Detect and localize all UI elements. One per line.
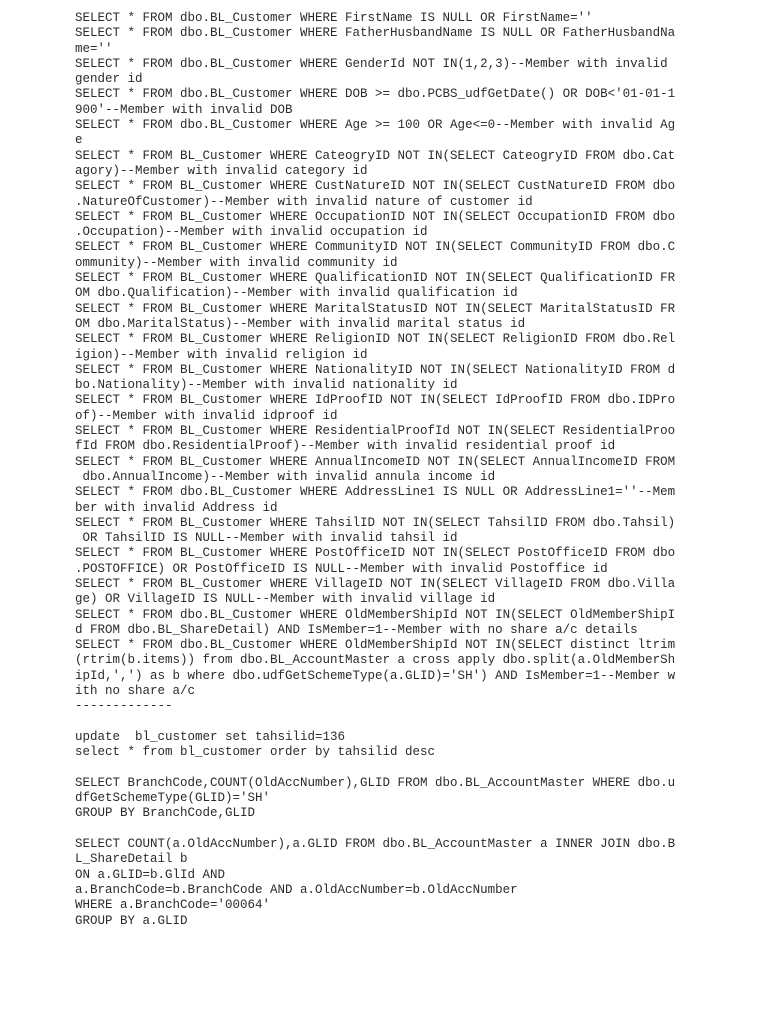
code-line: select * from bl_customer order by tahsilid desc	[75, 745, 436, 760]
code-line: ber with invalid Address id	[75, 500, 278, 515]
code-line: fId FROM dbo.ResidentialProof)--Member with invalid residential proof id	[75, 439, 616, 454]
code-line: SELECT * FROM BL_Customer WHERE ResidentialProofId NOT IN(SELECT ResidentialProo	[75, 424, 676, 439]
code-line: SELECT * FROM BL_Customer WHERE CommunityID NOT IN(SELECT CommunityID FROM dbo.C	[75, 240, 676, 255]
code-line: GROUP BY a.GLID	[75, 913, 188, 928]
code-line: SELECT * FROM dbo.BL_Customer WHERE FirstName IS NULL OR FirstName=''	[75, 11, 593, 25]
code-line: ON a.GLID=b.GlId AND	[75, 867, 226, 882]
code-line: 900'--Member with invalid DOB	[75, 102, 293, 117]
sql-document	[75, 11, 755, 929]
code-line: SELECT * FROM dbo.BL_Customer WHERE DOB >= dbo.PCBS_udfGetDate() OR DOB<'01-01-1	[75, 87, 676, 102]
code-line: SELECT * FROM dbo.BL_Customer WHERE Age >= 100 OR Age<=0--Member with invalid Ag	[75, 118, 676, 133]
code-line: SELECT * FROM dbo.BL_Customer WHERE OldMemberShipId NOT IN(SELECT OldMemberShipI	[75, 607, 676, 622]
code-line: SELECT * FROM BL_Customer WHERE CustNatureID NOT IN(SELECT CustNatureID FROM dbo	[75, 179, 676, 194]
code-line: dbo.AnnualIncome)--Member with invalid annula income id	[75, 469, 496, 484]
code-line: gender id	[75, 72, 143, 87]
code-line	[75, 761, 755, 776]
code-line	[75, 822, 755, 837]
code-line: SELECT BranchCode,COUNT(OldAccNumber),GLID FROM dbo.BL_AccountMaster WHERE dbo.u	[75, 775, 676, 790]
code-line: SELECT * FROM BL_Customer WHERE VillageID NOT IN(SELECT VillageID FROM dbo.Villa	[75, 576, 676, 591]
code-line: OR TahsilID IS NULL--Member with invalid tahsil id	[75, 531, 458, 546]
code-line: -------------	[75, 699, 173, 714]
code-line: SELECT * FROM BL_Customer WHERE IdProofID NOT IN(SELECT IdProofID FROM dbo.IDPro	[75, 393, 676, 408]
code-line: SELECT * FROM dbo.BL_Customer WHERE OldMemberShipId NOT IN(SELECT distinct ltrim	[75, 638, 676, 653]
code-line: SELECT * FROM BL_Customer WHERE AnnualIncomeID NOT IN(SELECT AnnualIncomeID FROM	[75, 454, 676, 469]
code-line: me=''	[75, 41, 113, 56]
code-line: update bl_customer set tahsilid=136	[75, 729, 346, 744]
code-line: OM dbo.MaritalStatus)--Member with invalid marital status id	[75, 316, 526, 331]
code-line: SELECT * FROM BL_Customer WHERE CateogryID NOT IN(SELECT CateogryID FROM dbo.Cat	[75, 148, 676, 163]
code-line: dfGetSchemeType(GLID)='SH'	[75, 791, 271, 806]
code-line: bo.Nationality)--Member with invalid nationality id	[75, 378, 458, 393]
code-line: WHERE a.BranchCode='00064'	[75, 898, 271, 913]
code-line: SELECT * FROM BL_Customer WHERE TahsilID NOT IN(SELECT TahsilID FROM dbo.Tahsil)	[75, 515, 676, 530]
code-line: igion)--Member with invalid religion id	[75, 347, 368, 362]
code-line: ipId,',') as b where dbo.udfGetSchemeType(a.GLID)='SH') AND IsMember=1--Member w	[75, 668, 676, 683]
code-line: agory)--Member with invalid category id	[75, 163, 368, 178]
code-line: SELECT * FROM BL_Customer WHERE NationalityID NOT IN(SELECT NationalityID FROM d	[75, 362, 676, 377]
code-line: SELECT * FROM BL_Customer WHERE OccupationID NOT IN(SELECT OccupationID FROM dbo	[75, 209, 676, 224]
code-line: SELECT * FROM dbo.BL_Customer WHERE GenderId NOT IN(1,2,3)--Member with invalid	[75, 56, 668, 71]
code-line: of)--Member with invalid idproof id	[75, 408, 338, 423]
code-line: a.BranchCode=b.BranchCode AND a.OldAccNumber=b.OldAccNumber	[75, 882, 518, 897]
code-line: SELECT * FROM BL_Customer WHERE ReligionID NOT IN(SELECT ReligionID FROM dbo.Rel	[75, 332, 676, 347]
code-line: ith no share a/c	[75, 684, 196, 699]
code-line: SELECT * FROM BL_Customer WHERE PostOfficeID NOT IN(SELECT PostOfficeID FROM dbo	[75, 546, 676, 561]
code-line: SELECT * FROM BL_Customer WHERE MaritalStatusID NOT IN(SELECT MaritalStatusID FR	[75, 301, 676, 316]
code-line: OM dbo.Qualification)--Member with invalid qualification id	[75, 286, 518, 301]
code-line: SELECT * FROM dbo.BL_Customer WHERE AddressLine1 IS NULL OR AddressLine1=''--Mem	[75, 485, 676, 500]
code-line	[75, 715, 755, 730]
code-line: L_ShareDetail b	[75, 852, 188, 867]
code-line: .POSTOFFICE) OR PostOfficeID IS NULL--Member with invalid Postoffice id	[75, 561, 608, 576]
code-line: SELECT COUNT(a.OldAccNumber),a.GLID FROM dbo.BL_AccountMaster a INNER JOIN dbo.B	[75, 837, 676, 852]
code-line: GROUP BY BranchCode,GLID	[75, 806, 256, 821]
code-line: ommunity)--Member with invalid community id	[75, 255, 398, 270]
code-line: d FROM dbo.BL_ShareDetail) AND IsMember=1--Member with no share a/c details	[75, 622, 638, 637]
code-line: (rtrim(b.items)) from dbo.BL_AccountMaster a cross apply dbo.split(a.OldMemberSh	[75, 653, 676, 668]
code-line: SELECT * FROM BL_Customer WHERE QualificationID NOT IN(SELECT QualificationID FR	[75, 271, 676, 286]
code-line: ge) OR VillageID IS NULL--Member with invalid village id	[75, 592, 496, 607]
code-line: e	[75, 133, 83, 148]
code-line: SELECT * FROM dbo.BL_Customer WHERE FatherHusbandName IS NULL OR FatherHusbandNa	[75, 26, 676, 41]
code-line: .NatureOfCustomer)--Member with invalid nature of customer id	[75, 194, 533, 209]
code-line: .Occupation)--Member with invalid occupation id	[75, 225, 428, 240]
